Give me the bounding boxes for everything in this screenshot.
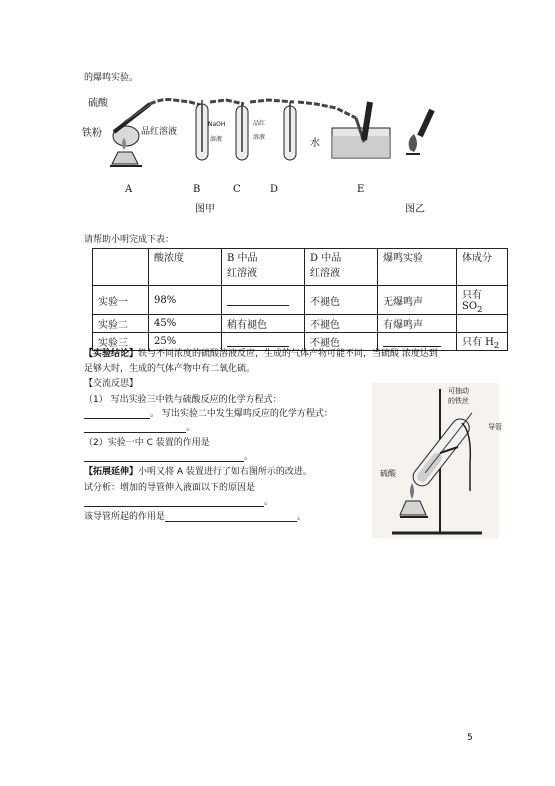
- cell-gas: 只有 $SO_2$: [457, 286, 508, 315]
- letter-e: E: [357, 184, 365, 195]
- trial-answer-line: 。: [84, 494, 273, 507]
- cell-name: 实验三: [93, 333, 149, 351]
- letter-c: C: [233, 184, 241, 195]
- cell-boom-result: 有爆鸣声: [378, 315, 457, 333]
- conclusion-line-1: [84, 346, 438, 359]
- cell-d-result: 不褪色: [305, 333, 378, 351]
- reflection-title: 【交流反思】: [84, 379, 139, 389]
- cell-gas-empty[interactable]: [457, 315, 508, 333]
- role-text: 该导管所起的作用是: [84, 512, 166, 522]
- label-pinhong-b: 品红溶液: [141, 127, 178, 137]
- table-prompt: 请帮助小明完成下表：: [84, 235, 175, 245]
- letter-a: A: [125, 184, 133, 195]
- label-naoh-2: 溶液: [210, 136, 223, 143]
- letter-d: D: [270, 184, 279, 195]
- question-2: （2）实验一中 C 装置的作用是: [84, 438, 210, 448]
- cell-b-result: 稍有褪色: [222, 315, 305, 333]
- question-2-line-2: 。: [84, 449, 253, 462]
- table-row: [93, 315, 508, 333]
- answer-blank-tube-reason[interactable]: [84, 506, 264, 507]
- table-header-row: [93, 249, 508, 286]
- extension-text: 小明又将 A 装置进行了如右图所示的改进。: [138, 467, 312, 477]
- question-1-line-3: 。: [84, 420, 195, 433]
- header-gas-composition: 体成分: [457, 249, 508, 286]
- cell-concentration: 98%: [149, 286, 222, 315]
- experiment-table: [92, 248, 508, 351]
- figure-yi-caption: 图乙: [405, 204, 425, 215]
- extension-line: [84, 464, 312, 477]
- cell-b-blank[interactable]: [222, 286, 305, 315]
- label-water: 水: [310, 138, 320, 149]
- header-b-pinhong: B 中品 红溶液: [222, 249, 305, 286]
- apparatus-figure-jia: [84, 92, 456, 216]
- extension-tag: 【拓展延伸】: [84, 467, 139, 477]
- answer-blank-tube-role[interactable]: [165, 521, 297, 522]
- label-iron-wire-2: 的铁丝: [448, 397, 469, 405]
- trial-line: 试分析：增加的导管伸入液面以下的原因是: [84, 483, 256, 493]
- cell-concentration: 45%: [149, 315, 222, 333]
- label-pinhong-d-1: 品红: [253, 120, 266, 127]
- letter-b: B: [193, 184, 201, 195]
- label-sulfuric-acid: 硫酸: [88, 98, 108, 109]
- answer-blank-c-role[interactable]: [84, 461, 244, 462]
- role-line: 该导管所起的作用是 。: [84, 512, 307, 522]
- cell-name: 实验一: [93, 286, 149, 315]
- cell-boom-result: 无爆鸣声: [378, 286, 457, 315]
- question-1: （1） 写出实验三中铁与硫酸反应的化学方程式：: [84, 395, 282, 405]
- conclusion-text-1: 铁与不同浓度的硫酸溶液反应，生成的气体产物可能不同，当硫酸 浓度达到: [138, 349, 438, 359]
- header-boom-test: 爆鸣实验: [378, 249, 457, 286]
- question-1-continued: 。 写出实验二中发生爆鸣反应的化学方程式：: [150, 409, 333, 419]
- answer-blank-equation-1[interactable]: [84, 418, 150, 419]
- conclusion-line-2: 足够大时，生成的气体产物中有二氧化硫。: [84, 364, 256, 374]
- page-number: 5: [467, 733, 473, 743]
- label-iron-wire-1: 可抽动: [448, 387, 469, 395]
- improved-apparatus-figure: [372, 383, 499, 538]
- cell-d-result: 不褪色: [305, 315, 378, 333]
- label-iron-powder: 铁粉: [82, 128, 102, 139]
- intro-text: 的爆鸣实验。: [84, 73, 139, 83]
- label-pinhong-d-2: 溶液: [253, 134, 266, 141]
- label-naoh-1: NaOH: [208, 121, 226, 128]
- header-acid-concentration: 酸浓度: [149, 249, 222, 286]
- header-empty: [93, 249, 149, 286]
- header-d-pinhong: D 中品 红溶液: [305, 249, 378, 286]
- conclusion-tag: 【实验结论】: [84, 349, 139, 359]
- figure-jia-caption: 图甲: [195, 204, 215, 215]
- answer-blank-equation-2[interactable]: [84, 432, 186, 433]
- cell-concentration: 25%: [149, 333, 222, 351]
- table-row: [93, 286, 508, 315]
- cell-name: 实验二: [93, 315, 149, 333]
- cell-gas: 只有 $H_2$: [457, 333, 508, 351]
- label-acid-right: 硫酸: [380, 469, 396, 478]
- label-tube: 导管: [488, 423, 502, 431]
- question-1-line-2: [84, 406, 333, 419]
- cell-d-result: 不褪色: [305, 286, 378, 315]
